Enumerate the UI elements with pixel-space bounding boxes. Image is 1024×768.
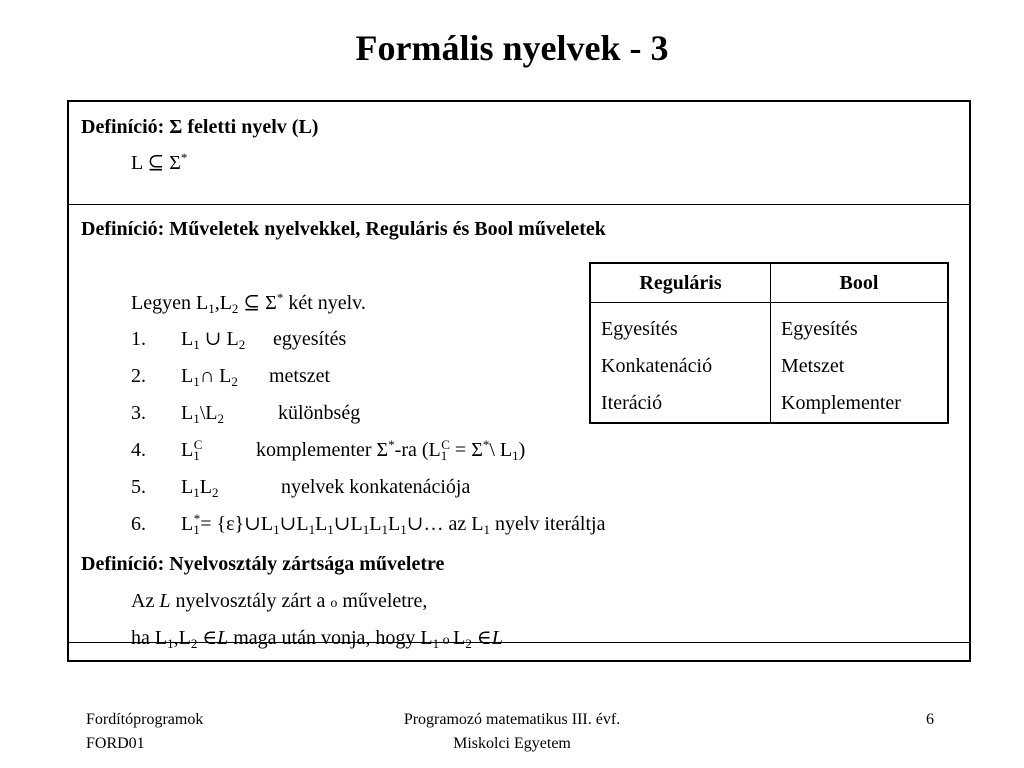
language-subset-expression: L ⊆ Σ* (131, 150, 188, 174)
table-cell-item: Egyesítés (601, 318, 678, 340)
closure-line-1: Az L nyelvosztály zárt a o műveletre, (131, 590, 428, 612)
table-header-bool: Bool (771, 263, 949, 303)
definition-language-section (69, 102, 969, 205)
item-number: 2. (131, 365, 146, 387)
content-frame (67, 100, 971, 662)
regularis-operations-cell (590, 303, 771, 424)
legyen-line: Legyen $L_1,L_2$ ⊆ Σ* két nyelv. (131, 290, 366, 316)
bool-operations-cell (771, 303, 949, 424)
definition-operations-heading: Definíció: Műveletek nyelvekkel, Reguláris és Bool műveletek (81, 218, 606, 240)
table-header-regularis: Reguláris (590, 263, 771, 303)
item-number: 1. (131, 328, 146, 350)
item-number: 6. (131, 513, 146, 535)
item-number: 4. (131, 439, 146, 461)
table-cell-item: Konkatenáció (601, 355, 713, 377)
operations-table (589, 262, 949, 424)
slide-title: Formális nyelvek - 3 (355, 28, 669, 68)
closure-line-2: ha $L_1,L_2$ ∈L maga után vonja, hogy $L_1$ o $L_2$ ∈L (131, 627, 503, 651)
page-number: 6 (926, 711, 934, 728)
list-item: $L_1$ ∪ $L_2$ egyesítés (181, 328, 347, 352)
definition-language-heading: Definíció: Σ feletti nyelv (L) (81, 116, 319, 138)
item-number: 5. (131, 476, 146, 498)
list-item: $L_1^*=$ $\{\varepsilon\}\cup L_1\cup L_1L_1\cup L_1L_1L_1\cup\dots$ az $L_1$ nyelv iteráltja (181, 511, 606, 537)
list-item: $L_1^C$ komplementer Σ*-ra ($L_1^C$ = Σ*\ $L_1$) (181, 437, 526, 463)
list-item: $L_1L_2$ nyelvek konkatenációja (181, 476, 471, 500)
table-cell-item: Egyesítés (781, 318, 858, 340)
item-number: 3. (131, 402, 146, 424)
table-cell-item: Iteráció (601, 392, 663, 414)
table-cell-item: Metszet (781, 355, 845, 377)
list-item: $L_1\backslash L_2$ különbség (181, 402, 361, 426)
list-item: $L_1\cap$ $L_2$ metszet (181, 365, 331, 389)
definition-closure-section (69, 543, 969, 662)
table-cell-item: Komplementer (781, 392, 901, 414)
definition-closure-heading: Definíció: Nyelvosztály zártsága műveletre (81, 553, 445, 575)
footer-course: Fordítóprogramok FORD01 (86, 711, 204, 752)
footer-institution: Programozó matematikus III. évf. Miskolci Egyetem (403, 711, 621, 752)
